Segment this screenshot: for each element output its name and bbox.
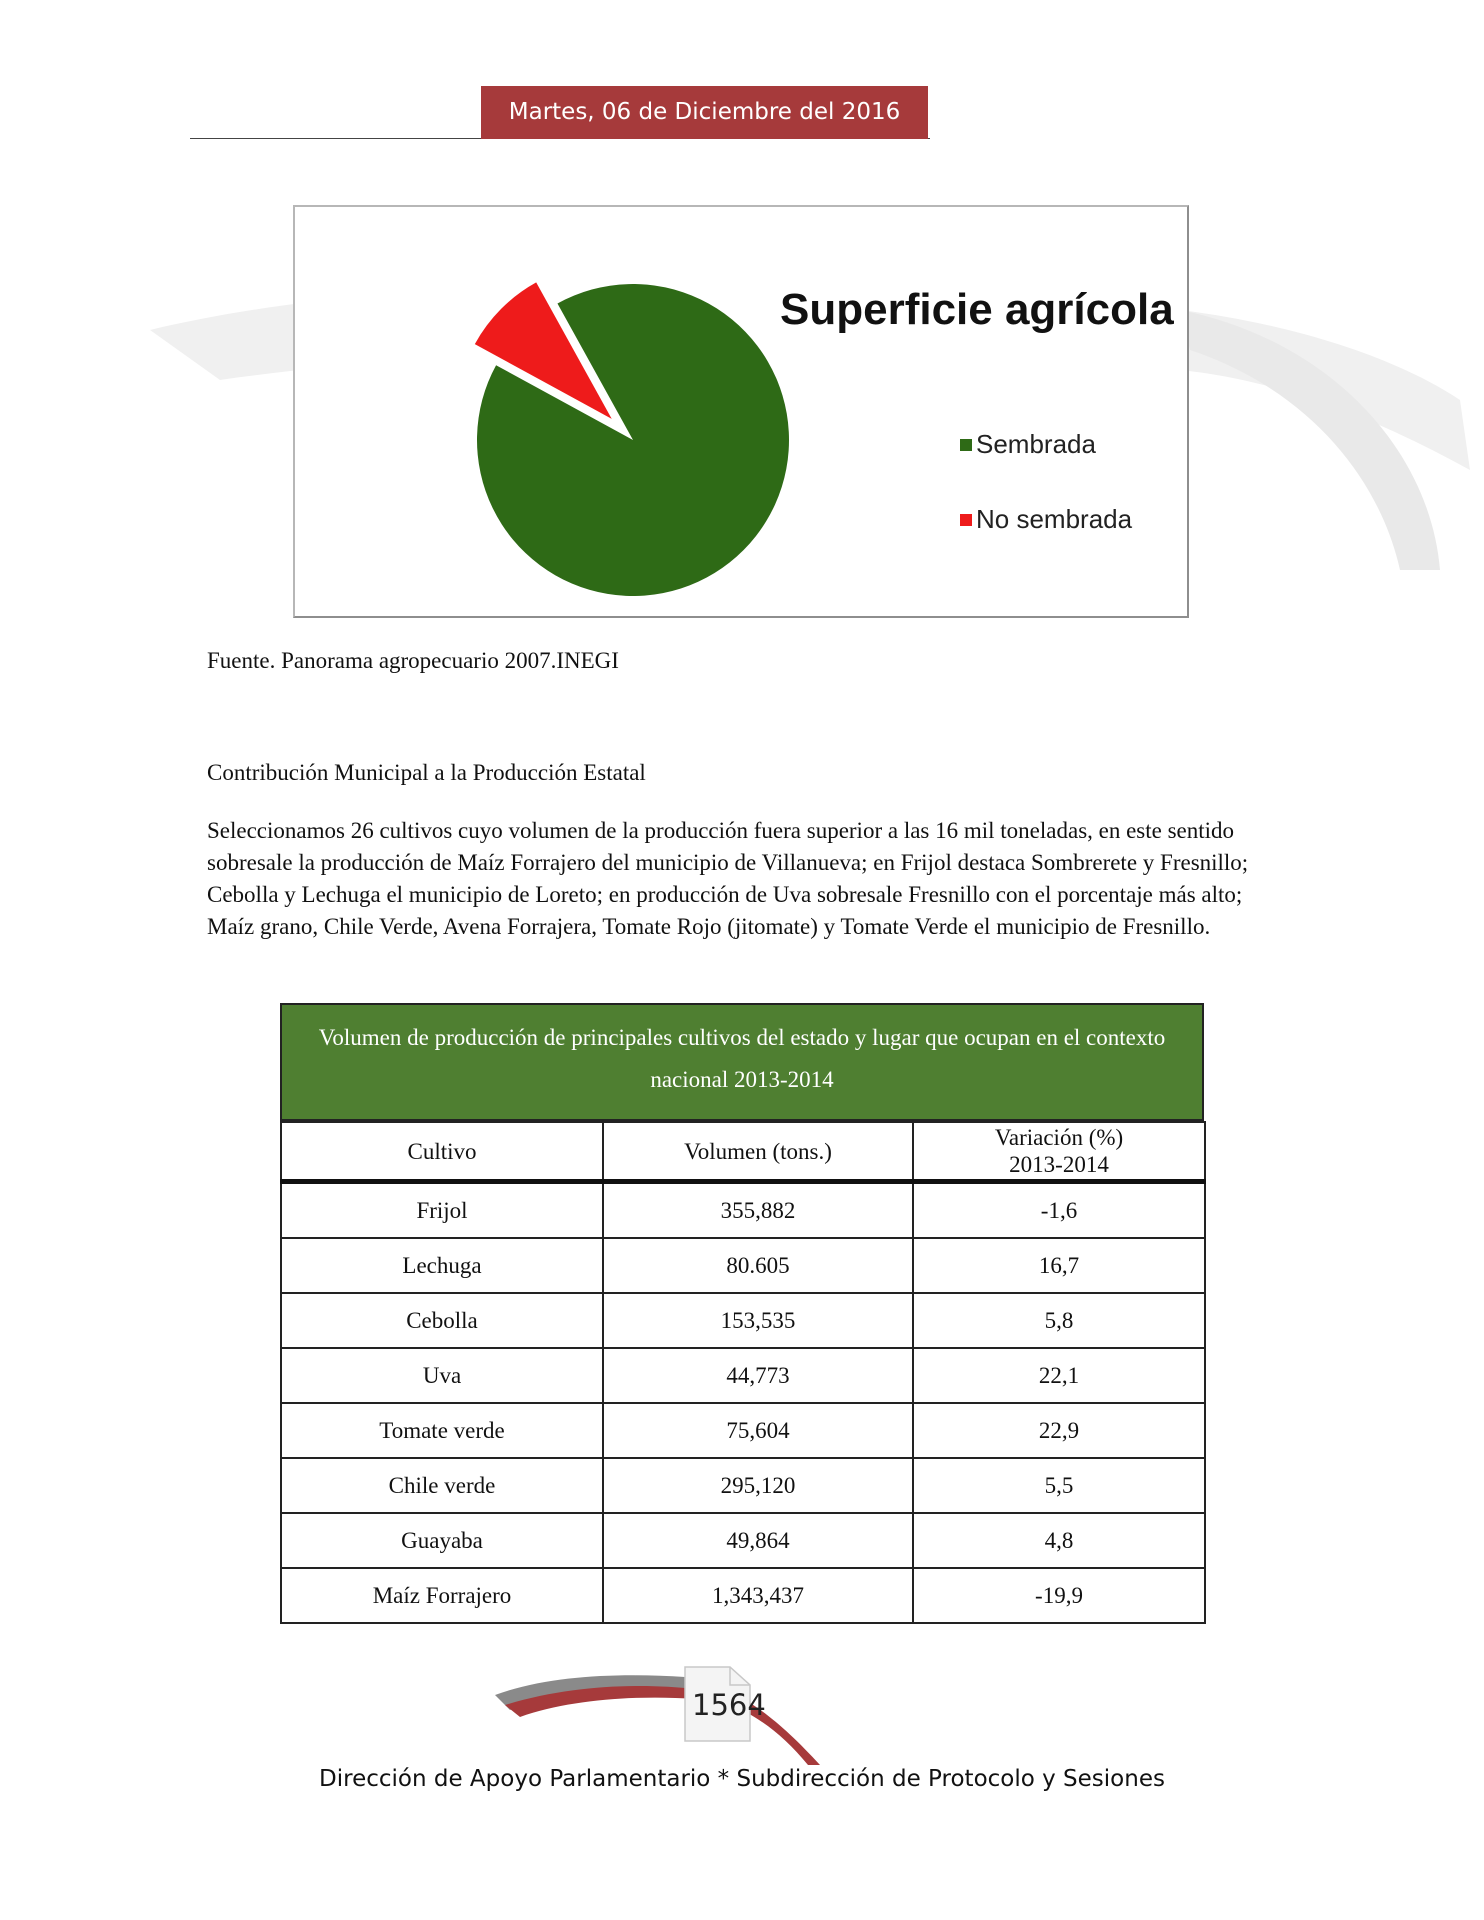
page-number: 1564	[692, 1688, 766, 1722]
table-row	[281, 1348, 1205, 1403]
legend-item-sembrada	[960, 429, 1096, 460]
header-variacion-period: 2013-2014	[1009, 1152, 1109, 1177]
cell-cultivo: Lechuga	[281, 1238, 603, 1293]
table-row	[281, 1568, 1205, 1623]
cell-volumen: 75,604	[603, 1403, 913, 1458]
cell-cultivo: Cebolla	[281, 1293, 603, 1348]
cell-variacion: 5,5	[913, 1458, 1205, 1513]
source-note: Fuente. Panorama agropecuario 2007.INEGI	[207, 648, 619, 673]
cell-volumen: 1,343,437	[603, 1568, 913, 1623]
legend-label-sembrada: Sembrada	[976, 429, 1096, 459]
table-header-row	[281, 1122, 1205, 1182]
cell-volumen: 295,120	[603, 1458, 913, 1513]
cell-volumen: 355,882	[603, 1182, 913, 1239]
header-variacion-label: Variación (%)	[994, 1125, 1124, 1150]
cell-cultivo: Frijol	[281, 1182, 603, 1239]
table-row	[281, 1403, 1205, 1458]
body-paragraph: Seleccionamos 26 cultivos cuyo volumen de la producción fuera superior a las 16 mil toneladas, en este sentido sobresale la producción de Maíz Forrajero del municipio de Villanueva; en Frijol destaca Sombrerete y Fresnillo; Cebolla y Lechuga el municipio de Loreto; en producción de Uva sobresale Fresnillo con el porcentaje más alto; Maíz grano, Chile Verde, Avena Forrajera, Tomate Rojo (jitomate) y Tomate Verde el municipio de Fresnillo.	[207, 818, 1249, 939]
table-row	[281, 1293, 1205, 1348]
production-table	[280, 1121, 1206, 1624]
cell-variacion: 22,9	[913, 1403, 1205, 1458]
cell-volumen: 44,773	[603, 1348, 913, 1403]
chart-title: Superficie agrícola	[780, 285, 1174, 334]
cell-cultivo: Uva	[281, 1348, 603, 1403]
cell-cultivo: Tomate verde	[281, 1403, 603, 1458]
cell-volumen: 49,864	[603, 1513, 913, 1568]
legend-swatch-no-sembrada	[960, 514, 972, 526]
legend-label-no-sembrada: No sembrada	[976, 504, 1133, 534]
footer-logo-swoosh	[490, 1655, 830, 1765]
section-heading: Contribución Municipal a la Producción Estatal	[207, 760, 646, 785]
table-title-line-1: Volumen de producción de principales cultivos del estado y lugar que ocupan en el contexto	[318, 1025, 1166, 1050]
table-row	[281, 1182, 1205, 1239]
table-row	[281, 1458, 1205, 1513]
legend-swatch-sembrada	[960, 439, 972, 451]
pie-chart-figure	[293, 205, 1189, 618]
header-date-banner: Martes, 06 de Diciembre del 2016	[481, 86, 928, 139]
footer-text: Dirección de Apoyo Parlamentario * Subdirección de Protocolo y Sesiones	[319, 1766, 1165, 1792]
header-cultivo: Cultivo	[281, 1122, 603, 1182]
header-variacion	[913, 1122, 1205, 1182]
table-title-line-2: nacional 2013-2014	[650, 1067, 834, 1092]
cell-volumen: 80.605	[603, 1238, 913, 1293]
cell-variacion: 16,7	[913, 1238, 1205, 1293]
table-row	[281, 1513, 1205, 1568]
header-volumen: Volumen (tons.)	[603, 1122, 913, 1182]
cell-cultivo: Chile verde	[281, 1458, 603, 1513]
table-row	[281, 1238, 1205, 1293]
cell-volumen: 153,535	[603, 1293, 913, 1348]
cell-variacion: 4,8	[913, 1513, 1205, 1568]
table-title-banner	[280, 1003, 1204, 1121]
pie-chart-svg	[295, 207, 1187, 616]
cell-cultivo: Maíz Forrajero	[281, 1568, 603, 1623]
cell-variacion: -1,6	[913, 1182, 1205, 1239]
cell-variacion: 22,1	[913, 1348, 1205, 1403]
cell-cultivo: Guayaba	[281, 1513, 603, 1568]
legend-item-no-sembrada	[960, 504, 1132, 535]
cell-variacion: -19,9	[913, 1568, 1205, 1623]
cell-variacion: 5,8	[913, 1293, 1205, 1348]
